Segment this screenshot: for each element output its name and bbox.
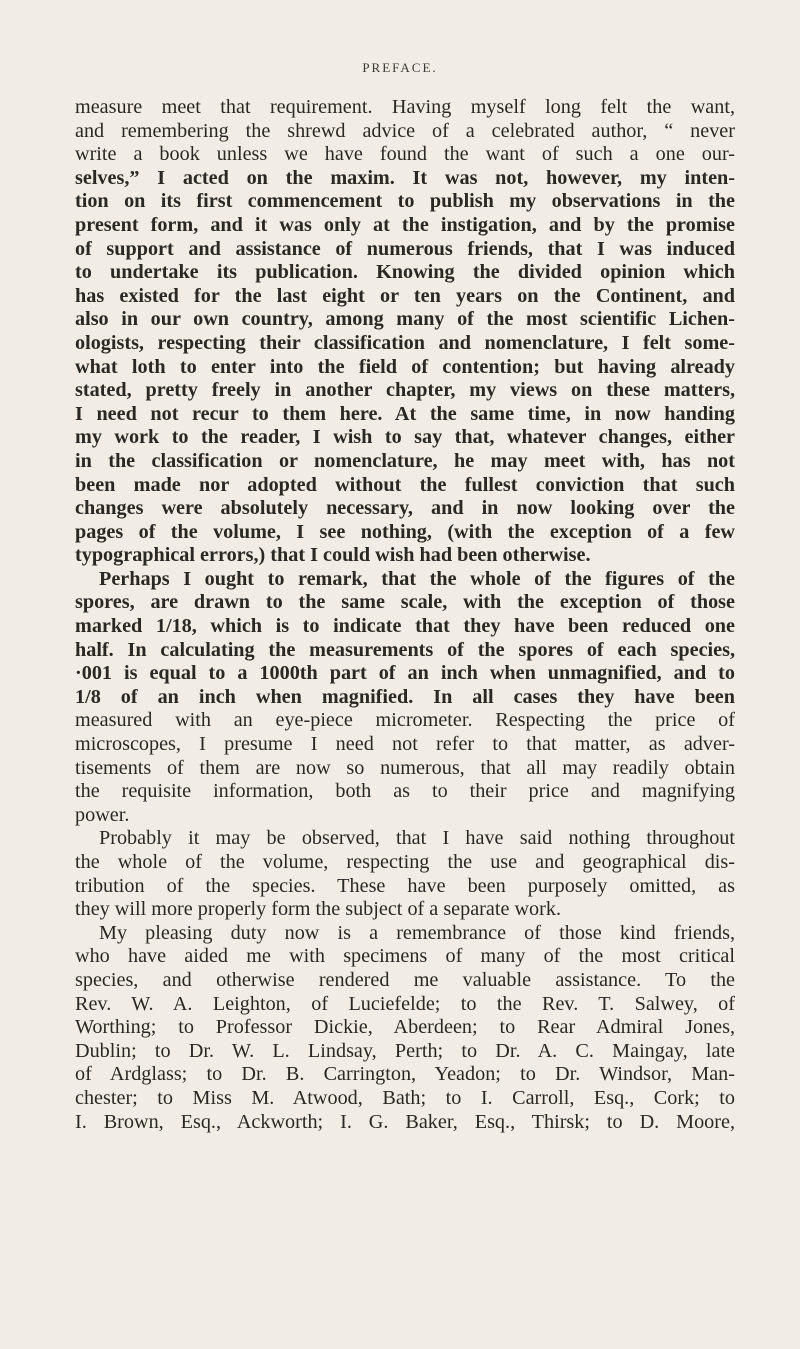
text-line: present form, and it was only at the instigation, and by the promise xyxy=(75,213,735,236)
text-line: half. In calculating the measurements of the spores of each species, xyxy=(75,638,735,661)
text-line: I. Brown, Esq., Ackworth; I. G. Baker, Esq., Thirsk; to D. Moore, xyxy=(75,1110,735,1133)
text-line: also in our own country, among many of the most scientific Lichen- xyxy=(75,308,735,331)
text-line: the whole of the volume, respecting the use and geographical dis- xyxy=(75,851,735,873)
body-text xyxy=(75,96,735,1134)
text-line: they will more properly form the subject of a separate work. xyxy=(75,898,562,921)
text-line: been made nor adopted without the fullest conviction that such xyxy=(75,473,735,496)
text-line: 1/8 of an inch when magnified. In all cases they have been xyxy=(75,685,735,708)
text-line: My pleasing duty now is a remembrance of those kind friends, xyxy=(99,921,735,944)
text-line: ologists, respecting their classification and nomenclature, I felt some- xyxy=(75,331,735,354)
text-line: tribution of the species. These have been purposely omitted, as xyxy=(75,874,735,897)
text-line: species, and otherwise rendered me valuable assistance. To the xyxy=(75,968,735,991)
text-line: measure meet that requirement. Having myself long felt the want, xyxy=(75,96,735,118)
text-line: what loth to enter into the field of contention; but having already xyxy=(75,355,735,378)
text-line: spores, are drawn to the same scale, with the exception of those xyxy=(75,591,735,614)
text-line: to undertake its publication. Knowing the divided opinion which xyxy=(75,261,735,284)
text-line: Dublin; to Dr. W. L. Lindsay, Perth; to Dr. A. C. Maingay, late xyxy=(75,1039,735,1062)
text-line: Rev. W. A. Leighton, of Luciefelde; to the Rev. T. Salwey, of xyxy=(75,992,735,1015)
text-line: I need not recur to them here. At the same time, in now handing xyxy=(75,402,735,425)
text-line: marked 1/18, which is to indicate that they have been reduced one xyxy=(75,615,735,638)
text-line: microscopes, I presume I need not refer to that matter, as adver- xyxy=(75,733,735,756)
text-line: Probably it may be observed, that I have said nothing throughout xyxy=(99,827,735,850)
text-line: write a book unless we have found the want of such a one our- xyxy=(75,143,735,166)
text-line: measured with an eye-piece micrometer. Respecting the price of xyxy=(75,709,735,732)
text-line: Worthing; to Professor Dickie, Aberdeen; to Rear Admiral Jones, xyxy=(75,1016,735,1039)
text-line: selves,” I acted on the maxim. It was not, however, my inten- xyxy=(75,166,735,189)
text-line: Perhaps I ought to remark, that the whole of the figures of the xyxy=(99,567,735,590)
text-line: ·001 is equal to a 1000th part of an inch when unmagnified, and to xyxy=(75,662,735,685)
text-line: my work to the reader, I wish to say that, whatever changes, either xyxy=(75,426,735,449)
text-line: power. xyxy=(75,803,130,826)
text-line: chester; to Miss M. Atwood, Bath; to I. Carroll, Esq., Cork; to xyxy=(75,1086,735,1109)
text-line: of Ardglass; to Dr. B. Carrington, Yeadon; to Dr. Windsor, Man- xyxy=(75,1063,735,1086)
text-line: tisements of them are now so numerous, that all may readily obtain xyxy=(75,756,735,779)
text-line: in the classification or nomenclature, he may meet with, has not xyxy=(75,449,735,472)
text-line: and remembering the shrewd advice of a celebrated author, “ never xyxy=(75,119,735,142)
running-head: PREFACE. xyxy=(362,60,438,75)
text-line: tion on its first commencement to publish my observations in the xyxy=(75,190,735,213)
text-line: of support and assistance of numerous friends, that I was induced xyxy=(75,237,735,260)
text-line: pages of the volume, I see nothing, (with the exception of a few xyxy=(75,520,735,543)
text-line: stated, pretty freely in another chapter, my views on these matters, xyxy=(75,379,735,402)
text-line: who have aided me with specimens of many of the most critical xyxy=(75,945,735,968)
text-line: the requisite information, both as to their price and magnifying xyxy=(75,780,735,803)
text-line: typographical errors,) that I could wish had been otherwise. xyxy=(75,544,591,567)
text-line: changes were absolutely necessary, and in now looking over the xyxy=(75,497,735,520)
text-line: has existed for the last eight or ten years on the Continent, and xyxy=(75,284,735,307)
